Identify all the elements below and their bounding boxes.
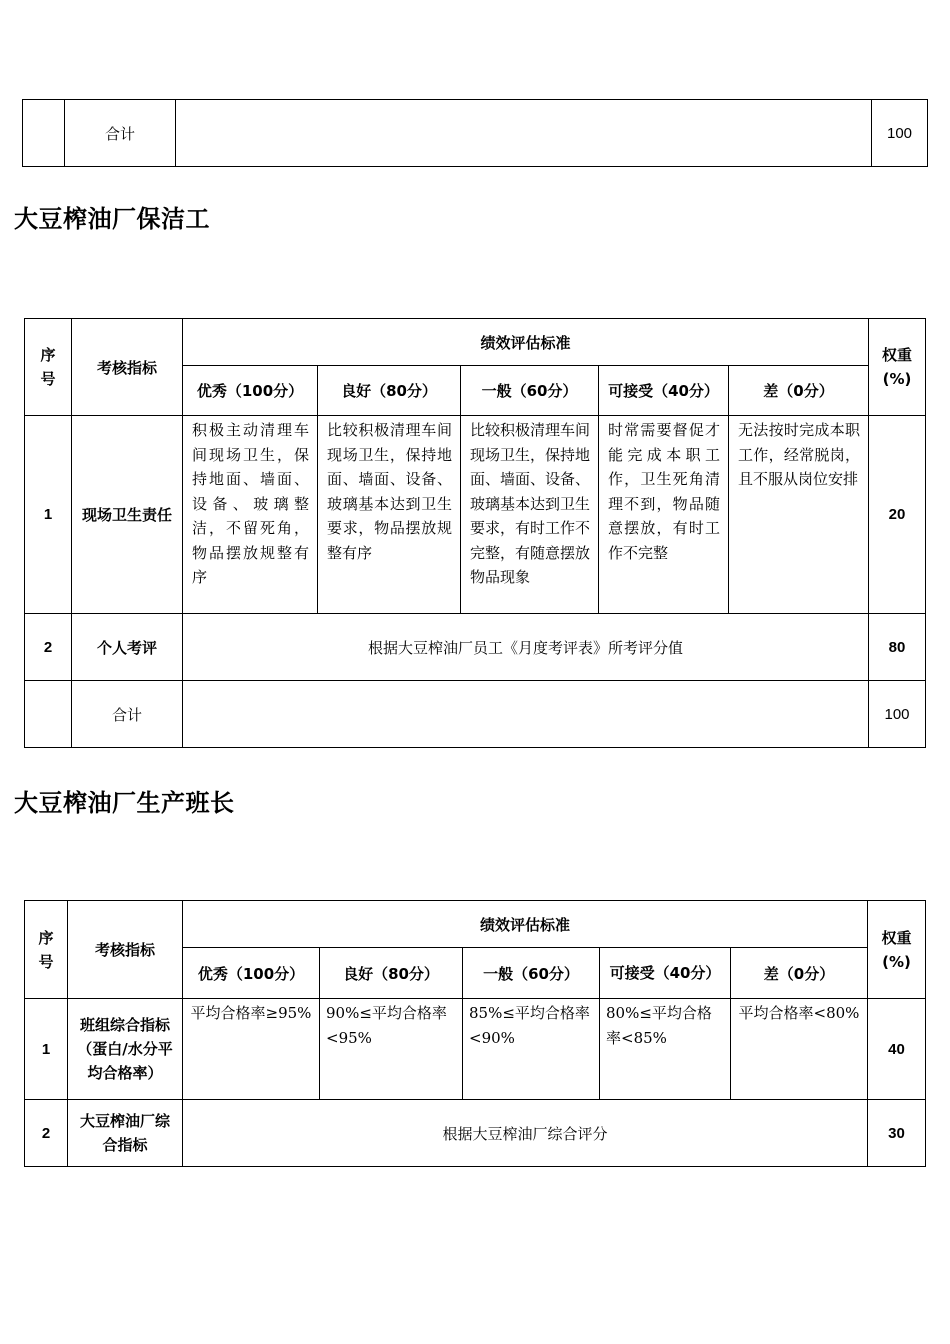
level-poor: 差（0分） [731, 948, 868, 999]
criteria-excellent: 平均合格率≥95% [183, 999, 320, 1100]
table-row [25, 416, 926, 614]
header-seq: 序号 [25, 319, 72, 416]
level-good: 良好（80分） [318, 366, 461, 416]
level-good: 良好（80分） [320, 948, 463, 999]
criteria-average: 85%≤平均合格率<90% [463, 999, 600, 1100]
table-row [25, 681, 926, 748]
table-row [25, 999, 926, 1100]
total-value: 100 [872, 100, 928, 167]
header-row [25, 901, 926, 948]
row-merged-criteria: 根据大豆榨油厂综合评分 [183, 1100, 868, 1167]
criteria-poor: 无法按时完成本职工作，经常脱岗，且不服从岗位安排 [729, 416, 869, 614]
criteria-excellent: 积极主动清理车间现场卫生，保持地面、墙面、设备、玻璃整洁，不留死角，物品摆放规整有序 [183, 416, 318, 614]
header-row [25, 319, 926, 366]
level-acceptable: 可接受（40分） [600, 948, 731, 999]
table-row [25, 614, 926, 681]
row-indicator: 现场卫生责任 [72, 416, 183, 614]
row-seq: 2 [25, 614, 72, 681]
row-indicator: 大豆榨油厂综合指标 [68, 1100, 183, 1167]
row-seq: 2 [25, 1100, 68, 1167]
level-acceptable: 可接受（40分） [599, 366, 729, 416]
seq-cell [23, 100, 65, 167]
criteria-poor: 平均合格率<80% [731, 999, 868, 1100]
seq-cell [25, 681, 72, 748]
criteria-average: 比较积极清理车间现场卫生，保持地面、墙面、设备、玻璃基本达到卫生要求，有时工作不完整，有随意摆放物品现象 [461, 416, 599, 614]
section1-table [24, 318, 926, 748]
header-indicator: 考核指标 [72, 319, 183, 416]
header-seq: 序号 [25, 901, 68, 999]
header-standard: 绩效评估标准 [183, 901, 868, 948]
table-row [25, 1100, 926, 1167]
total-label: 合计 [72, 681, 183, 748]
table-row [23, 100, 928, 167]
level-average: 一般（60分） [463, 948, 600, 999]
row-merged-criteria: 根据大豆榨油厂员工《月度考评表》所考评分值 [183, 614, 869, 681]
criteria-good: 90%≤平均合格率<95% [320, 999, 463, 1100]
level-poor: 差（0分） [729, 366, 869, 416]
row-indicator: 个人考评 [72, 614, 183, 681]
header-weight: 权重(%) [869, 319, 926, 416]
criteria-acceptable: 80%≤平均合格率<85% [600, 999, 731, 1100]
level-excellent: 优秀（100分） [183, 948, 320, 999]
row-seq: 1 [25, 416, 72, 614]
level-average: 一般（60分） [461, 366, 599, 416]
criteria-acceptable: 时常需要督促才能完成本职工作，卫生死角清理不到，物品随意摆放，有时工作不完整 [599, 416, 729, 614]
row-weight: 80 [869, 614, 926, 681]
row-weight: 20 [869, 416, 926, 614]
row-weight: 30 [868, 1100, 926, 1167]
empty-cell [176, 100, 872, 167]
header-weight: 权重(%) [868, 901, 926, 999]
row-weight: 40 [868, 999, 926, 1100]
row-indicator: 班组综合指标（蛋白/水分平均合格率） [68, 999, 183, 1100]
header-indicator: 考核指标 [68, 901, 183, 999]
section2-title: 大豆榨油厂生产班长 [14, 789, 235, 817]
top-summary-table [22, 99, 928, 167]
level-excellent: 优秀（100分） [183, 366, 318, 416]
total-label: 合计 [65, 100, 176, 167]
total-value: 100 [869, 681, 926, 748]
criteria-good: 比较积极清理车间现场卫生，保持地面、墙面、设备、玻璃基本达到卫生要求，物品摆放规整有序 [318, 416, 461, 614]
empty-cell [183, 681, 869, 748]
section2-table [24, 900, 926, 1167]
section1-title: 大豆榨油厂保洁工 [14, 205, 210, 233]
header-standard: 绩效评估标准 [183, 319, 869, 366]
row-seq: 1 [25, 999, 68, 1100]
